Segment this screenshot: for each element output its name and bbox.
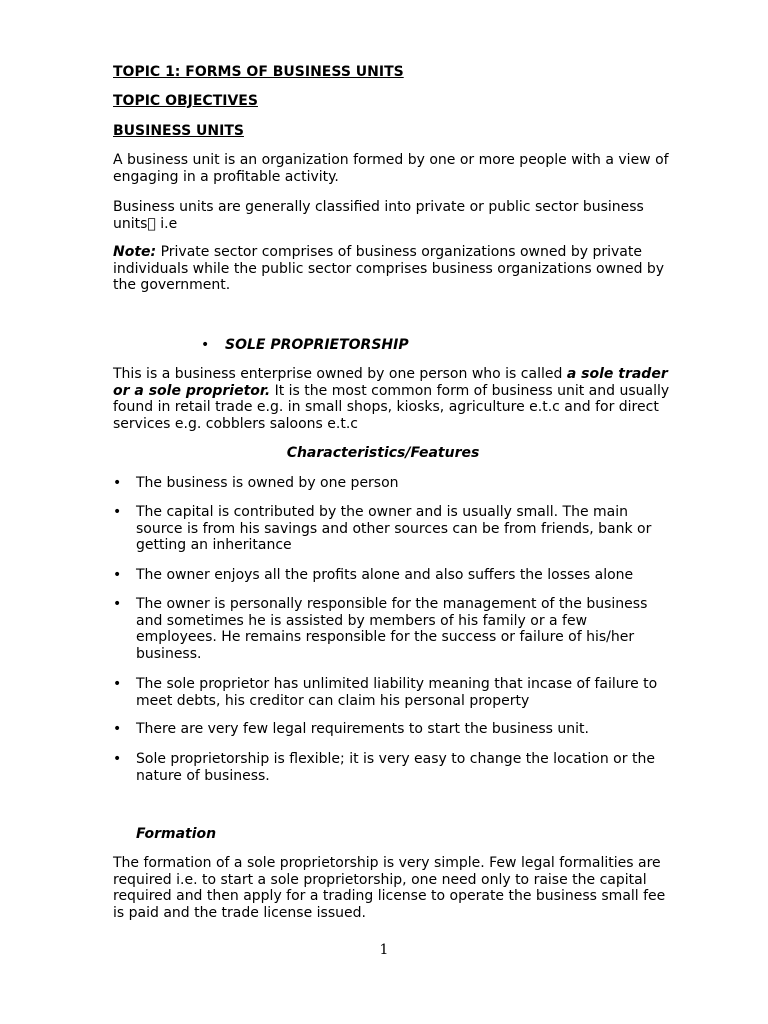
units-heading: BUSINESS UNITS <box>113 123 244 139</box>
formation-paragraph: The formation of a sole proprietorship is very simple. Few legal formalities are required i.e. to start a sole proprietorship, one need only to raise the capital required and then apply for a trading license to operate the business small fee is paid and the trade license issued. <box>113 855 666 921</box>
objectives-heading: TOPIC OBJECTIVES <box>113 93 258 109</box>
characteristics-heading: Characteristics/Features <box>286 445 480 461</box>
sole-heading-text: SOLE PROPRIETORSHIP <box>225 337 409 353</box>
list-item-text: The sole proprietor has unlimited liability meaning that incase of failure to meet debts, his creditor can claim his personal property <box>136 676 658 709</box>
bullet-icon: • <box>113 567 122 583</box>
sole-def-bold: a sole trader or a sole proprietor. <box>113 366 668 399</box>
sole-def-before: This is a business enterprise owned by one person who is called <box>113 366 567 382</box>
sole-def-after: It is the most common form of business unit and usually found in retail trade e.g. in small shops, kiosks, agriculture e.t.c and for direct services e.g. cobblers saloons e.t.c <box>113 382 670 432</box>
page-number: 1 <box>379 942 389 958</box>
sole-definition <box>113 366 673 432</box>
bullet-icon: • <box>113 676 122 692</box>
bullet-icon: • <box>113 504 122 520</box>
note-paragraph <box>113 244 673 294</box>
bullet-icon: • <box>113 751 122 767</box>
list-item-text: Sole proprietorship is flexible; it is very easy to change the location or the nature of business. <box>136 751 655 784</box>
formation-heading: Formation <box>136 826 217 842</box>
note-text: Private sector comprises of business organizations owned by private individuals while the public sector comprises business organizations owned by the government. <box>113 244 665 293</box>
list-item-text: The owner enjoys all the profits alone and also suffers the losses alone <box>136 567 634 583</box>
list-item-text: There are very few legal requirements to start the business unit. <box>136 721 589 737</box>
bullet-icon: • <box>113 596 122 612</box>
list-item-text: The capital is contributed by the owner and is usually small. The main source is from his savings and other sources can be from friends, bank or getting an inheritance <box>136 504 652 553</box>
bullet-icon: • <box>113 475 122 491</box>
sole-bullet: • <box>201 337 210 353</box>
note-label: Note: <box>113 244 157 260</box>
bullet-icon: • <box>113 721 122 737</box>
classify-paragraph: Business units are generally classified into private or public sector business units  i.e <box>113 199 644 232</box>
intro-paragraph: A business unit is an organization formed by one or more people with a view of engaging in a profitable activity. <box>113 152 669 185</box>
list-item-text: The owner is personally responsible for the management of the business and sometimes he is assisted by members of his family or a few employees. He remains responsible for the success or failure of his/her business. <box>136 596 648 662</box>
list-item-text: The business is owned by one person <box>136 475 399 491</box>
topic-title: TOPIC 1: FORMS OF BUSINESS UNITS <box>113 64 404 80</box>
